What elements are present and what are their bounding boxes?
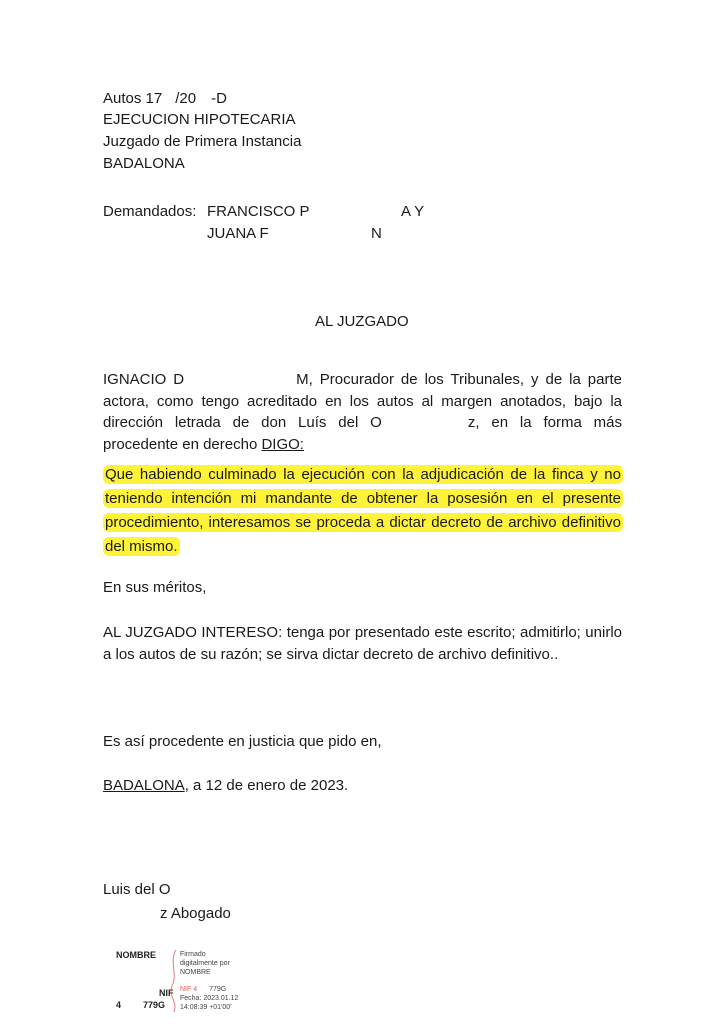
petition-paragraph: AL JUZGADO INTERESO: tenga por presentado este escrito; admitirlo; unirlo a los autos de su razón; se sirva dictar decreto de archivo definitivo..: [103, 624, 622, 663]
signature-date: Fecha: 2023.01.12: [180, 995, 239, 1002]
meritos-line: En sus méritos,: [103, 579, 207, 596]
digo-keyword: DIGO:: [261, 435, 304, 453]
defendant-first-tail: A Y: [401, 203, 425, 220]
date-city: BADALONA: [103, 777, 185, 794]
closing-line: Es así procedente en justicia que pido en,: [103, 733, 382, 750]
signer-line-2: z Abogado: [160, 905, 231, 922]
procedure-type: EJECUCION HIPOTECARIA: [103, 111, 296, 128]
signature-signed-line-2: digitalmente por: [180, 960, 230, 967]
intro-paragraph: IGNACIO D M, Procurador de los Tribunales, y de la parte actora, como tengo acreditado en los autos al margen anotados, bajo la dirección letrada de don Luís del O z, en la forma más procedente en derecho DIGO:: [103, 371, 622, 453]
signature-signed-line-3: NOMBRE: [180, 969, 211, 976]
highlighted-text: Que habiendo culminado la ejecución con la adjudicación de la finca y no teniendo intención mi mandante de obtener la posesión en el presente procedimiento, interesamos se proceda a dictar decreto de archivo definitivo del mismo.: [105, 466, 621, 555]
court-name: Juzgado de Primera Instancia: [103, 133, 302, 150]
signature-nif-value: NIF 4 779G: [180, 986, 227, 993]
case-number: Autos 17 /20 -D: [103, 90, 227, 107]
defendant-first-name: FRANCISCO P: [207, 203, 310, 220]
signature-nif-label: NIF: [159, 988, 174, 998]
petition-lead: AL JUZGADO INTERESO:: [103, 624, 283, 641]
date-line: BADALONA, a 12 de enero de 2023.: [103, 777, 349, 794]
signature-nombre-label: NOMBRE: [116, 950, 156, 960]
addressee-heading: AL JUZGADO: [315, 313, 409, 330]
signature-time: 14:08:39 +01'00': [180, 1004, 232, 1011]
highlighted-paragraph: [103, 463, 623, 559]
court-city: BADALONA: [103, 155, 185, 172]
defendant-second-tail: N: [371, 225, 382, 242]
signature-bottom-left: 4: [116, 1000, 122, 1010]
signer-line-1: Luis del O: [103, 881, 171, 898]
defendants-label: Demandados:: [103, 203, 197, 220]
signature-signed-line-1: Firmado: [180, 951, 206, 958]
procurador-name: IGNACIO D: [103, 371, 185, 388]
defendant-second-name: JUANA F: [207, 225, 269, 242]
signature-bottom-right: 779G: [143, 1000, 166, 1010]
